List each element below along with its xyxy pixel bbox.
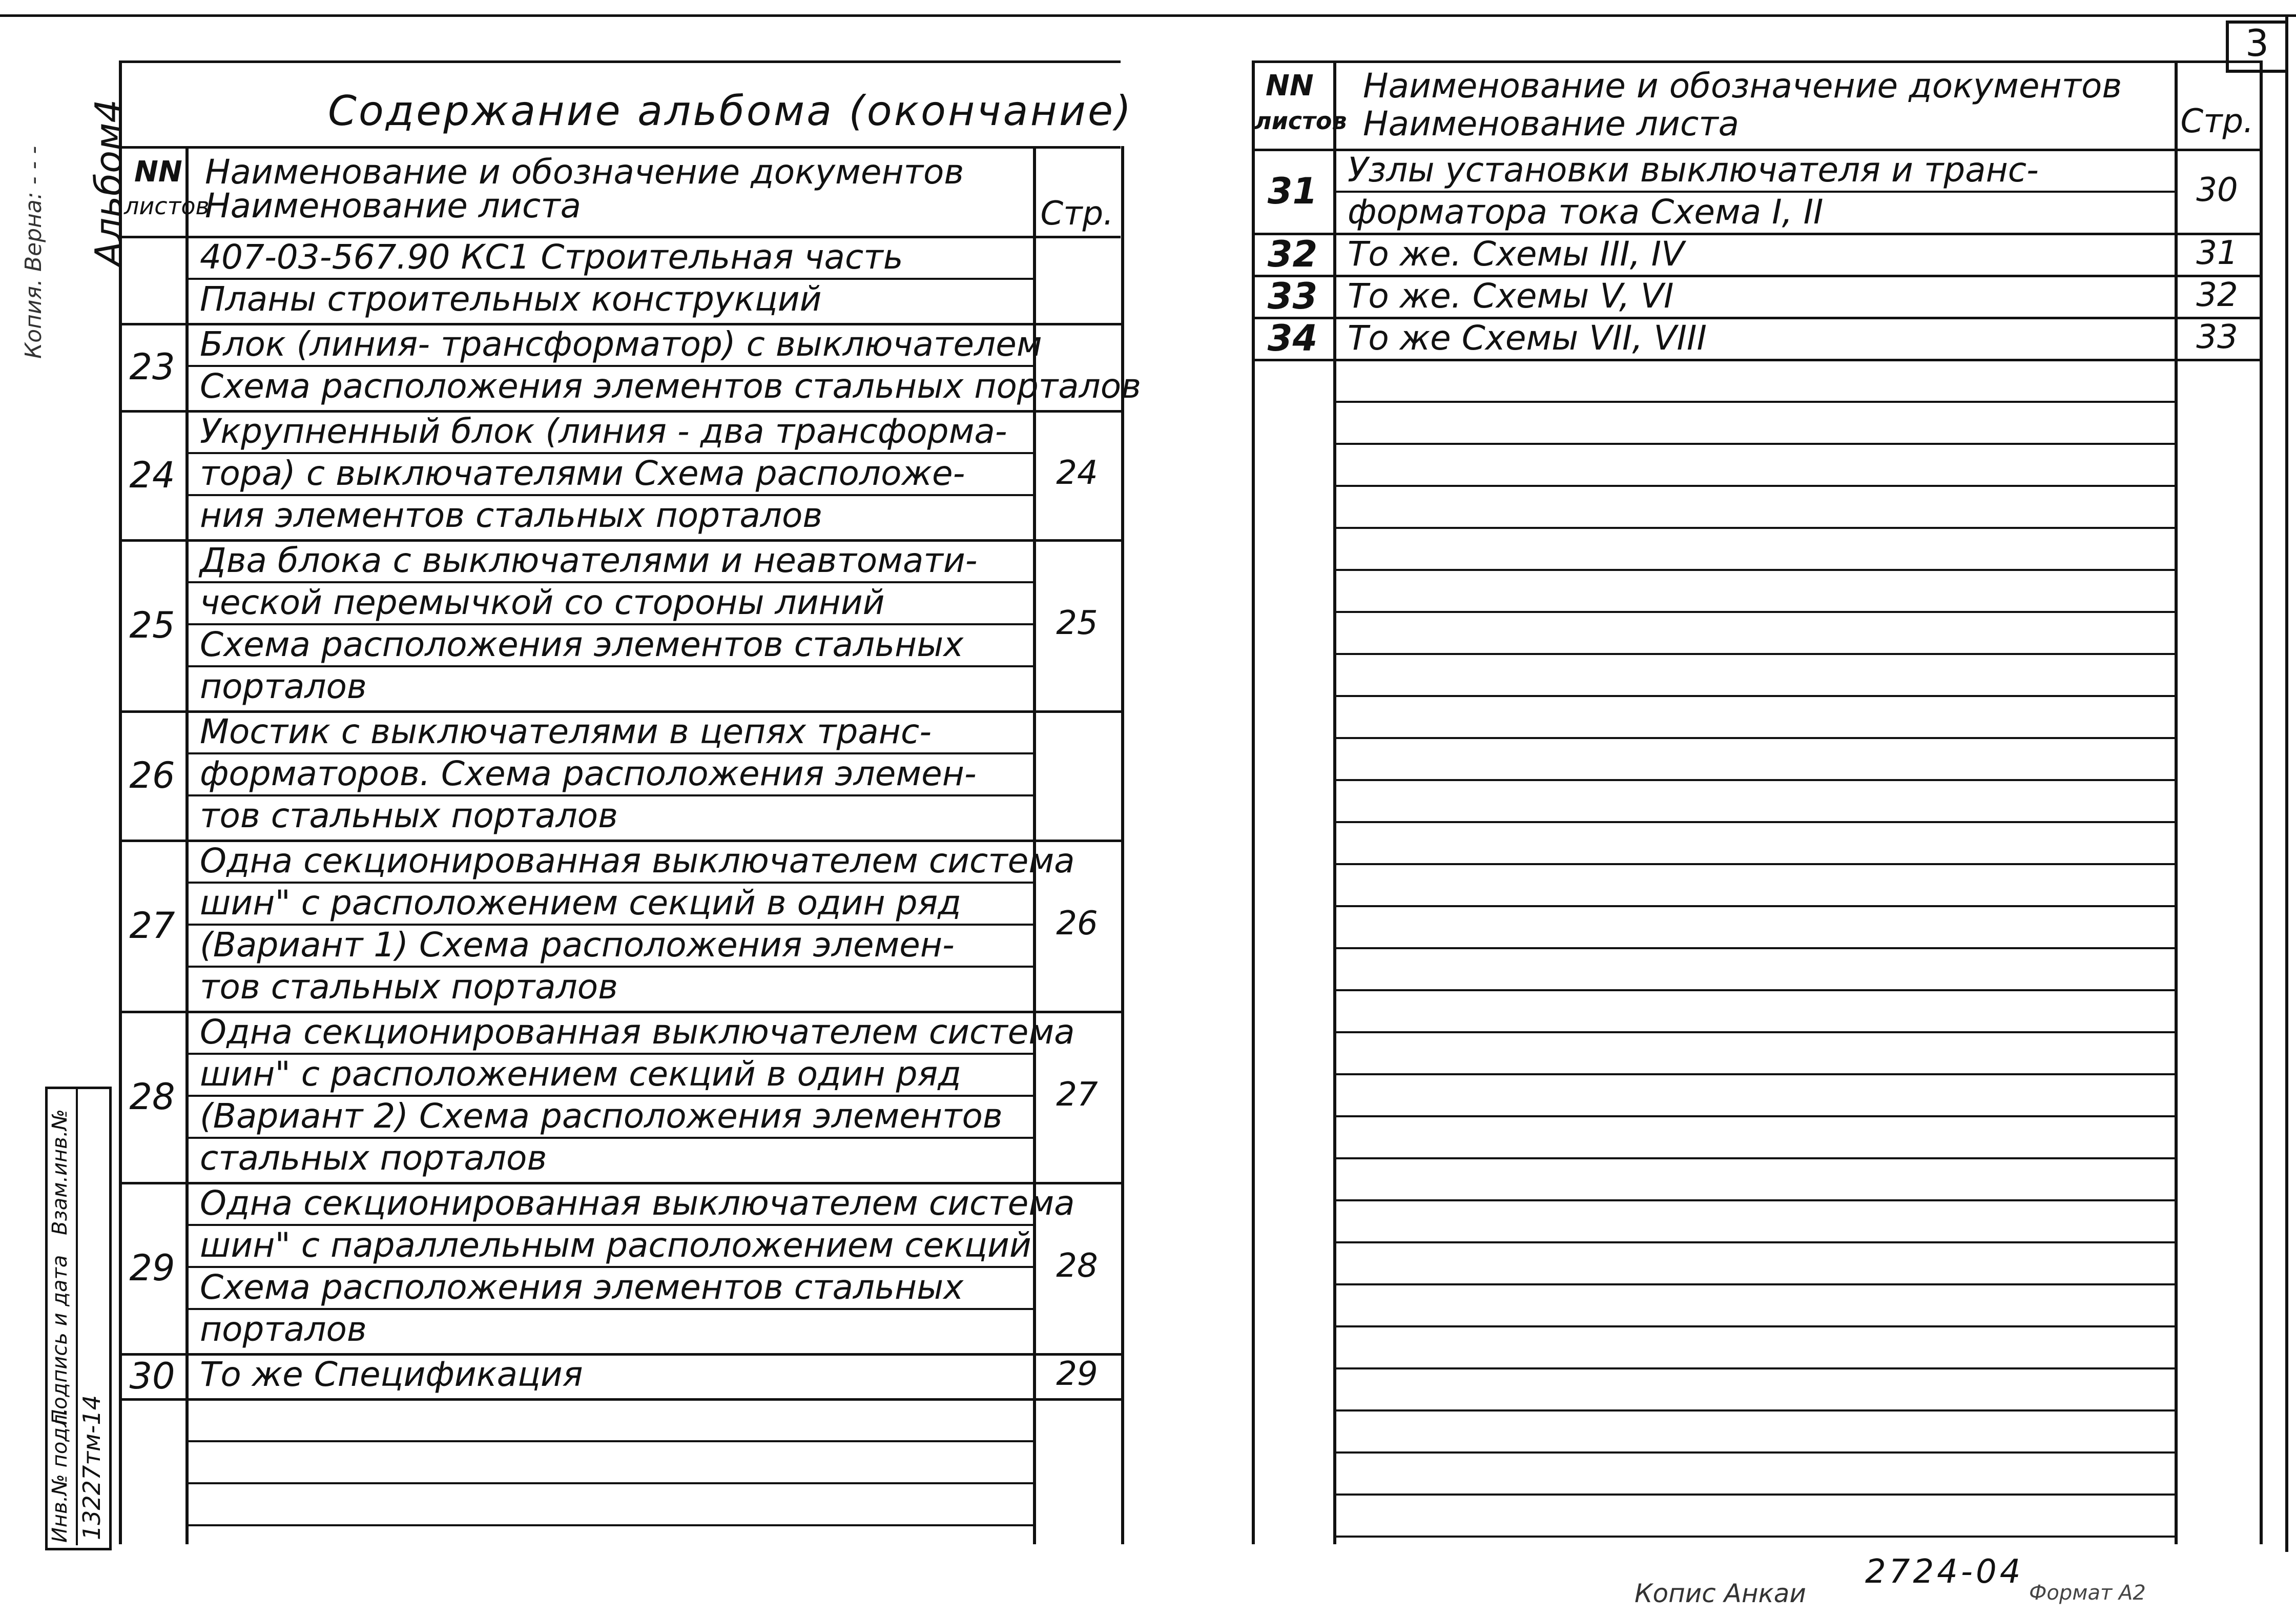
right-empty-row-divider — [1333, 653, 2175, 655]
right-row-line: То же Схемы VII, VIII — [1348, 318, 1707, 358]
right-table-right-border — [2260, 60, 2263, 1544]
right-empty-row-divider — [1333, 1157, 2175, 1159]
left-row-page: 29 — [1056, 1355, 1098, 1393]
right-empty-row-divider — [1333, 485, 2175, 487]
right-table-top-border — [1252, 60, 2262, 63]
left-row-page: 27 — [1056, 1076, 1098, 1114]
left-row-divider — [119, 1398, 1121, 1401]
left-row-line: форматоров. Схема расположения элемен- — [200, 754, 977, 793]
right-empty-row-divider — [1333, 1241, 2175, 1243]
right-row-page: 33 — [2196, 318, 2238, 356]
doc-code: 2724-04 — [1865, 1553, 2024, 1591]
left-table-right-border — [1121, 146, 1124, 1544]
right-empty-row-divider — [1333, 569, 2175, 571]
left-row-line: Схема расположения элементов стальных — [200, 625, 964, 664]
right-row-line: форматора тока Схема I, II — [1348, 192, 1824, 232]
left-row-number: 23 — [129, 346, 175, 388]
right-empty-row-divider — [1333, 737, 2175, 739]
right-row-line: То же. Схемы V, VI — [1348, 276, 1674, 316]
right-empty-row-divider — [1333, 905, 2175, 907]
left-row-line: Планы строительных конструкций — [200, 279, 822, 319]
left-empty-row-divider — [185, 1440, 1033, 1442]
left-row-number: 24 — [129, 454, 175, 496]
right-header-name-l2: Наименование листа — [1363, 104, 1740, 144]
left-row-line: тов стальных порталов — [200, 967, 618, 1007]
right-empty-row-divider — [1333, 1494, 2175, 1496]
left-row-number: 25 — [129, 604, 175, 646]
right-row-number: 34 — [1267, 317, 1318, 359]
left-row-line: шин" с расположением секций в один ряд — [200, 1054, 961, 1094]
left-header-page: Стр. — [1040, 195, 1114, 233]
right-empty-row-divider — [1333, 1367, 2175, 1369]
stamp-inv-no-label: Инв.№ подл. — [48, 1407, 72, 1543]
right-empty-row-divider — [1333, 1115, 2175, 1117]
right-empty-row-divider — [1333, 1451, 2175, 1454]
right-empty-row-divider — [1333, 443, 2175, 445]
right-header-num-l2: листов — [1254, 107, 1347, 135]
right-empty-row-divider — [1333, 1073, 2175, 1075]
right-row-number: 33 — [1267, 275, 1318, 317]
left-row-line: Одна секционированная выключателем система — [200, 1183, 1075, 1223]
left-empty-row-divider — [185, 1524, 1033, 1526]
right-row-number: 31 — [1267, 170, 1318, 212]
right-empty-row-divider — [1333, 779, 2175, 781]
stamp-inv-no-value: 13227тм-14 — [78, 1395, 106, 1540]
right-empty-row-divider — [1333, 1536, 2175, 1538]
right-row-page: 30 — [2196, 171, 2238, 209]
left-row-line: Мостик с выключателями в цепях транс- — [200, 712, 932, 751]
right-empty-row-divider — [1333, 1031, 2175, 1033]
right-header-num-l1: NN — [1266, 69, 1314, 103]
left-row-line: (Вариант 2) Схема расположения элементов — [200, 1096, 1003, 1136]
left-row-page: 28 — [1056, 1247, 1098, 1285]
left-row-line: ческой перемычкой со стороны линий — [200, 583, 885, 622]
left-row-number: 29 — [129, 1247, 175, 1289]
right-empty-row-divider — [1333, 401, 2175, 403]
left-table-left-border — [119, 60, 122, 1544]
right-empty-row-divider — [1333, 1409, 2175, 1412]
right-empty-row-divider — [1333, 989, 2175, 991]
right-row-divider — [1252, 359, 2260, 361]
left-row-line: порталов — [200, 667, 367, 706]
sheet-number: 3 — [2245, 22, 2269, 65]
left-table-title: Содержание альбома (окончание) — [328, 87, 1133, 135]
left-row-line: стальных порталов — [200, 1138, 547, 1178]
right-empty-row-divider — [1333, 863, 2175, 865]
right-row-line: Узлы установки выключателя и транс- — [1348, 150, 2039, 190]
sheet-right-border — [2285, 14, 2288, 1552]
stamp-replace-inv-label: Взам.инв.№ — [48, 1109, 72, 1235]
left-table-title-divider — [119, 146, 1121, 149]
left-row-line: Два блока с выключателями и неавтомати- — [200, 541, 978, 580]
left-row-line: шин" с расположением секций в один ряд — [200, 883, 961, 923]
left-row-line: шин" с параллельным расположением секций — [200, 1225, 1031, 1265]
right-empty-row-divider — [1333, 1283, 2175, 1285]
right-row-page: 32 — [2196, 276, 2238, 314]
left-row-line: (Вариант 1) Схема расположения элемен- — [200, 925, 955, 965]
left-row-number: 26 — [129, 754, 175, 796]
copy-note: Копия. Верна: - - - — [20, 146, 47, 359]
left-table-col-divider — [185, 146, 189, 1544]
right-table-col-divider — [1333, 60, 1336, 1544]
left-empty-row-divider — [185, 1482, 1033, 1484]
right-header-name-l1: Наименование и обозначение документов — [1363, 66, 2122, 106]
right-empty-row-divider — [1333, 527, 2175, 529]
left-row-line: тора) с выключателями Схема расположе- — [200, 454, 965, 493]
copied-label: Копис Анкаи — [1635, 1579, 1806, 1608]
left-header-name-l1: Наименование и обозначение документов — [205, 152, 964, 192]
left-row-page: 24 — [1056, 454, 1098, 492]
right-empty-row-divider — [1333, 821, 2175, 823]
left-row-line: Блок (линия- трансформатор) с выключателем — [200, 324, 1042, 364]
left-header-num-l1: NN — [134, 155, 182, 189]
left-row-number: 27 — [129, 905, 175, 947]
format-label: Формат А2 — [2029, 1581, 2146, 1605]
left-row-page: 26 — [1056, 905, 1098, 943]
left-header-name-l2: Наименование листа — [205, 186, 582, 226]
left-header-num-l2: листов — [124, 192, 210, 220]
right-row-number: 32 — [1267, 233, 1318, 275]
right-header-page: Стр. — [2180, 103, 2254, 140]
left-row-line: Одна секционированная выключателем система — [200, 1012, 1075, 1052]
right-row-page: 31 — [2196, 234, 2238, 272]
left-row-line: То же Спецификация — [200, 1355, 583, 1394]
left-row-line: ния элементов стальных порталов — [200, 496, 823, 535]
left-row-number: 28 — [129, 1076, 175, 1118]
left-row-line: Схема расположения элементов стальных — [200, 1267, 964, 1307]
right-empty-row-divider — [1333, 1325, 2175, 1327]
left-row-line: Укрупненный блок (линия - два трансформа- — [200, 412, 1007, 451]
stamp-signature-date-label: Подпись и дата — [48, 1255, 72, 1425]
right-empty-row-divider — [1333, 695, 2175, 697]
left-row-page: 25 — [1056, 604, 1098, 642]
right-row-line: То же. Схемы III, IV — [1348, 234, 1685, 274]
right-empty-row-divider — [1333, 1199, 2175, 1201]
left-row-line: Схема расположения элементов стальных порталов — [200, 366, 1142, 406]
left-row-line: Одна секционированная выключателем система — [200, 841, 1075, 881]
right-empty-row-divider — [1333, 947, 2175, 949]
right-empty-row-divider — [1333, 611, 2175, 613]
left-row-line: 407-03-567.90 КС1 Строительная часть — [200, 237, 903, 277]
sheet-top-border — [0, 14, 2296, 17]
left-row-line: тов стальных порталов — [200, 796, 618, 835]
left-table-top-border — [119, 60, 1121, 63]
left-row-line: порталов — [200, 1310, 367, 1349]
left-row-number: 30 — [129, 1355, 175, 1397]
album-label: Альбом4 — [87, 99, 130, 267]
